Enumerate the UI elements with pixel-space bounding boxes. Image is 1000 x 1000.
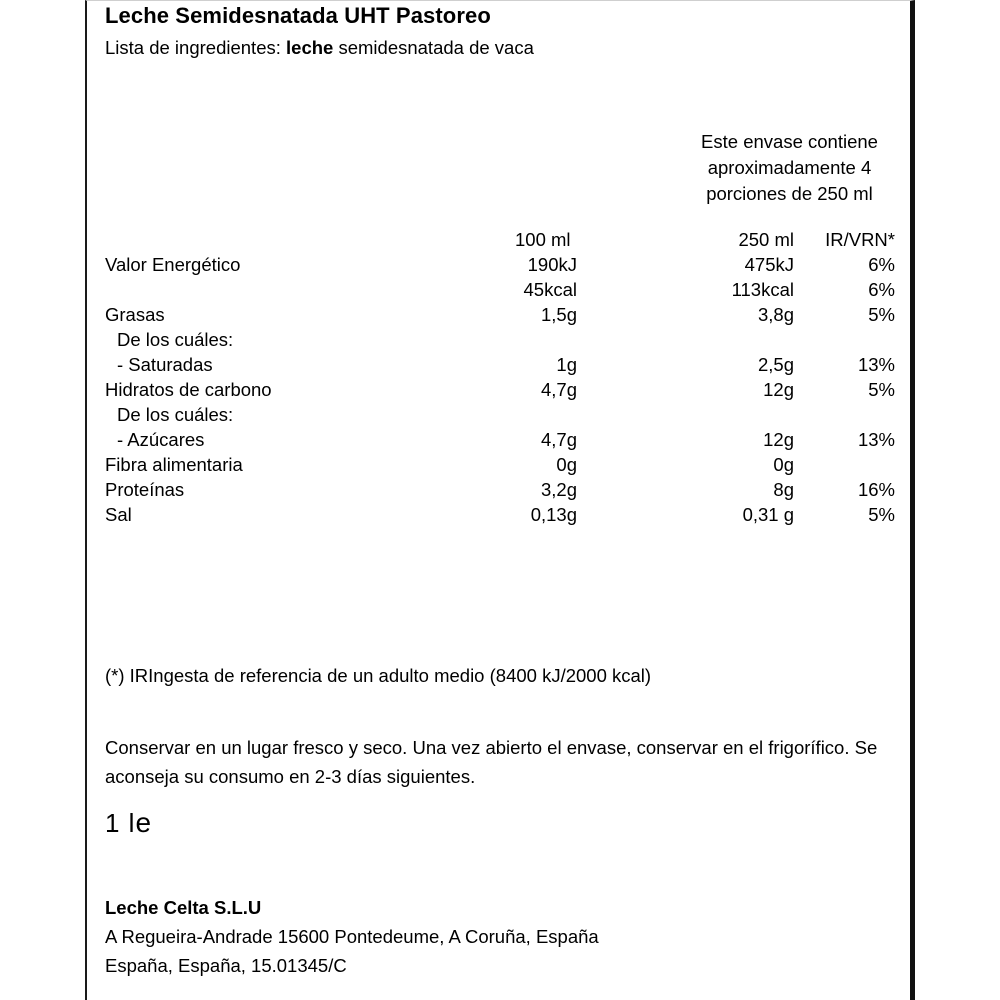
row-value-per-100: 4,7g: [540, 429, 577, 450]
table-row: [87, 329, 910, 354]
row-label: - Saturadas: [117, 354, 213, 375]
net-volume: [105, 807, 152, 839]
table-row: [87, 379, 910, 404]
row-value-reference: 13%: [857, 429, 895, 450]
row-label: Proteínas: [105, 479, 185, 500]
column-header-reference: IR/VRN*: [825, 229, 895, 250]
ingredients-label: Lista de ingredientes:: [105, 37, 287, 58]
row-label: Hidratos de carbono: [105, 379, 272, 400]
row-value-reference: 13%: [857, 354, 895, 375]
row-value-reference: 6%: [868, 254, 895, 275]
column-header-per-100: 100 ml: [515, 229, 571, 250]
row-label: De los cuáles:: [117, 329, 234, 350]
row-value-reference: 16%: [857, 479, 895, 500]
estimated-sign-icon: e: [135, 807, 153, 838]
table-row: [87, 254, 910, 279]
table-row: [87, 454, 910, 479]
row-value-per-100: 4,7g: [540, 379, 577, 400]
row-label: Fibra alimentaria: [105, 454, 243, 475]
table-row: [87, 304, 910, 329]
row-label: Valor Energético: [105, 254, 241, 275]
ingredients-list: [105, 37, 534, 59]
manufacturer-address: A Regueira-Andrade 15600 Pontedeume, A Coruña, España: [105, 926, 599, 947]
table-row: [87, 279, 910, 304]
storage-instructions: Conservar en un lugar fresco y seco. Una vez abierto el envase, conservar en el frigorífico. Se aconseja su consumo en 2-3 días siguientes.: [105, 737, 878, 787]
row-value-per-250: 3,8g: [757, 304, 794, 325]
manufacturer-country-code: España, España, 15.01345/C: [105, 955, 347, 976]
row-label: De los cuáles:: [117, 404, 234, 425]
row-value-reference: 5%: [868, 379, 895, 400]
ingredients-rest: semidesnatada de vaca: [333, 37, 534, 58]
column-header-per-250: 250 ml: [738, 229, 794, 250]
row-value-per-250: 0,31 g: [742, 504, 794, 525]
manufacturer-name: Leche Celta S.L.U: [105, 897, 262, 918]
table-row: [87, 504, 910, 529]
row-value-reference: 5%: [868, 304, 895, 325]
table-row: [87, 404, 910, 429]
row-label: Sal: [105, 504, 132, 525]
row-value-per-100: 45kcal: [523, 279, 577, 300]
row-value-per-100: 1g: [556, 354, 577, 375]
row-label: Grasas: [105, 304, 165, 325]
table-row: [87, 354, 910, 379]
row-value-per-250: 0g: [773, 454, 794, 475]
row-value-per-250: 12g: [763, 429, 794, 450]
row-label: - Azúcares: [117, 429, 205, 450]
row-value-per-250: 475kJ: [744, 254, 794, 275]
table-row: [87, 479, 910, 504]
table-header-row: [87, 229, 910, 254]
nutrition-label-panel: [85, 0, 915, 1000]
manufacturer-block: [105, 893, 895, 980]
page-title: Leche Semidesnatada UHT Pastoreo: [105, 3, 491, 28]
row-value-per-250: 2,5g: [757, 354, 794, 375]
row-value-per-250: 12g: [763, 379, 794, 400]
row-value-per-250: 8g: [773, 479, 794, 500]
table-row: [87, 429, 910, 454]
row-value-per-250: 113kcal: [731, 279, 794, 300]
servings-note: Este envase contiene aproximadamente 4 porciones de 250 ml: [701, 131, 878, 204]
ingredients-primary: leche: [286, 37, 334, 58]
row-value-per-100: 0,13g: [530, 504, 577, 525]
row-value-reference: 6%: [868, 279, 895, 300]
row-value-per-100: 0g: [556, 454, 577, 475]
row-value-per-100: 1,5g: [540, 304, 577, 325]
row-value-per-100: 190kJ: [527, 254, 577, 275]
reference-intake-footnote: (*) IRIngesta de referencia de un adulto medio (8400 kJ/2000 kcal): [105, 665, 652, 686]
row-value-reference: 5%: [868, 504, 895, 525]
row-value-per-100: 3,2g: [540, 479, 577, 500]
nutrition-table: [87, 229, 910, 529]
net-volume-amount: 1 l: [105, 808, 136, 838]
